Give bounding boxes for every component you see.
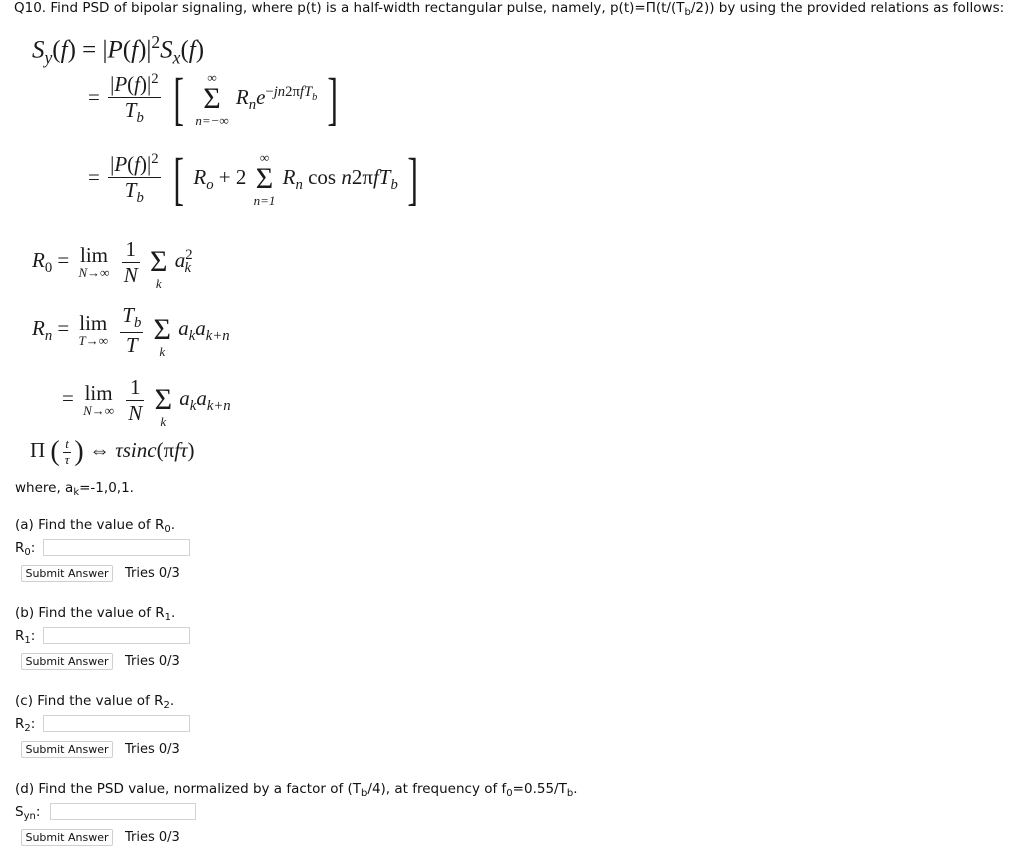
tries-b: Tries 0/3 bbox=[125, 654, 180, 669]
part-c-label: $R_2$: bbox=[15, 716, 36, 734]
part-d-label: $S_{yn}$: bbox=[15, 804, 41, 822]
submit-answer-c-button[interactable]: Submit Answer bbox=[21, 741, 113, 758]
submit-answer-b-button[interactable]: Submit Answer bbox=[21, 653, 113, 670]
rect-fourier-pair: Π ( $\frac{t}{\tau}$ ) ⇔ τsinc(πfτ) bbox=[30, 435, 195, 467]
psd-equation-line1: $S_y(f) = |P(f)|^2S_x(f)$ bbox=[32, 32, 205, 68]
part-b-label: $R_1$: bbox=[15, 628, 36, 646]
r0-answer-input[interactable] bbox=[43, 539, 190, 556]
part-d-prompt: (d) Find the PSD value, normalized by a factor of $(T_b/4)$, at frequency of $f_0=0.55/T_b$. bbox=[15, 781, 578, 799]
submit-answer-a-button[interactable]: Submit Answer bbox=[21, 565, 113, 582]
tries-a: Tries 0/3 bbox=[125, 566, 180, 581]
part-b-prompt: (b) Find the value of $R_1$. bbox=[15, 605, 176, 623]
rn-definition-1: $R_n$ = lim T→∞ $\frac{T_b}{T}$ Σ k $a_ka_{k+n}$ bbox=[32, 302, 230, 359]
r1-answer-input[interactable] bbox=[43, 627, 190, 644]
tries-c: Tries 0/3 bbox=[125, 742, 180, 757]
r2-answer-input[interactable] bbox=[43, 715, 190, 732]
part-a-prompt: (a) Find the value of $R_0$. bbox=[15, 517, 176, 535]
rn-definition-2: = lim N→∞ $\frac{1}{N}$ Σ k $a_ka_{k+n}$ bbox=[62, 375, 231, 429]
submit-answer-d-button[interactable]: Submit Answer bbox=[21, 829, 113, 846]
question-title: Q10. Find PSD of bipolar signaling, where p(t) is a half-width rectangular pulse, namely, $p(t)=\Pi(t/(T_b/2))$ by using the provided relations as follows: bbox=[14, 0, 1005, 18]
psd-equation-line2: = $\frac{|P(f)|^2}{T_b}$ [ ∞ Σ n=−∞ $R_ne^{-jn2\pi fT_b}$ ] bbox=[88, 66, 338, 131]
psd-equation-line3: = $\frac{|P(f)|^2}{T_b}$ [ $R_o + 2$ ∞ Σ n=1 $R_n$ cos n2πfT$_b$ ] bbox=[88, 146, 419, 211]
syn-answer-input[interactable] bbox=[50, 803, 196, 820]
part-a-label: $R_0$: bbox=[15, 540, 36, 558]
where-clause: where, $a_k=-1,0,1$. bbox=[15, 480, 134, 498]
r0-definition: $R_0$ = lim N→∞ $\frac{1}{N}$ Σ k $a^2_k$ bbox=[32, 237, 193, 291]
tries-d: Tries 0/3 bbox=[125, 830, 180, 845]
part-c-prompt: (c) Find the value of $R_2$. bbox=[15, 693, 175, 711]
